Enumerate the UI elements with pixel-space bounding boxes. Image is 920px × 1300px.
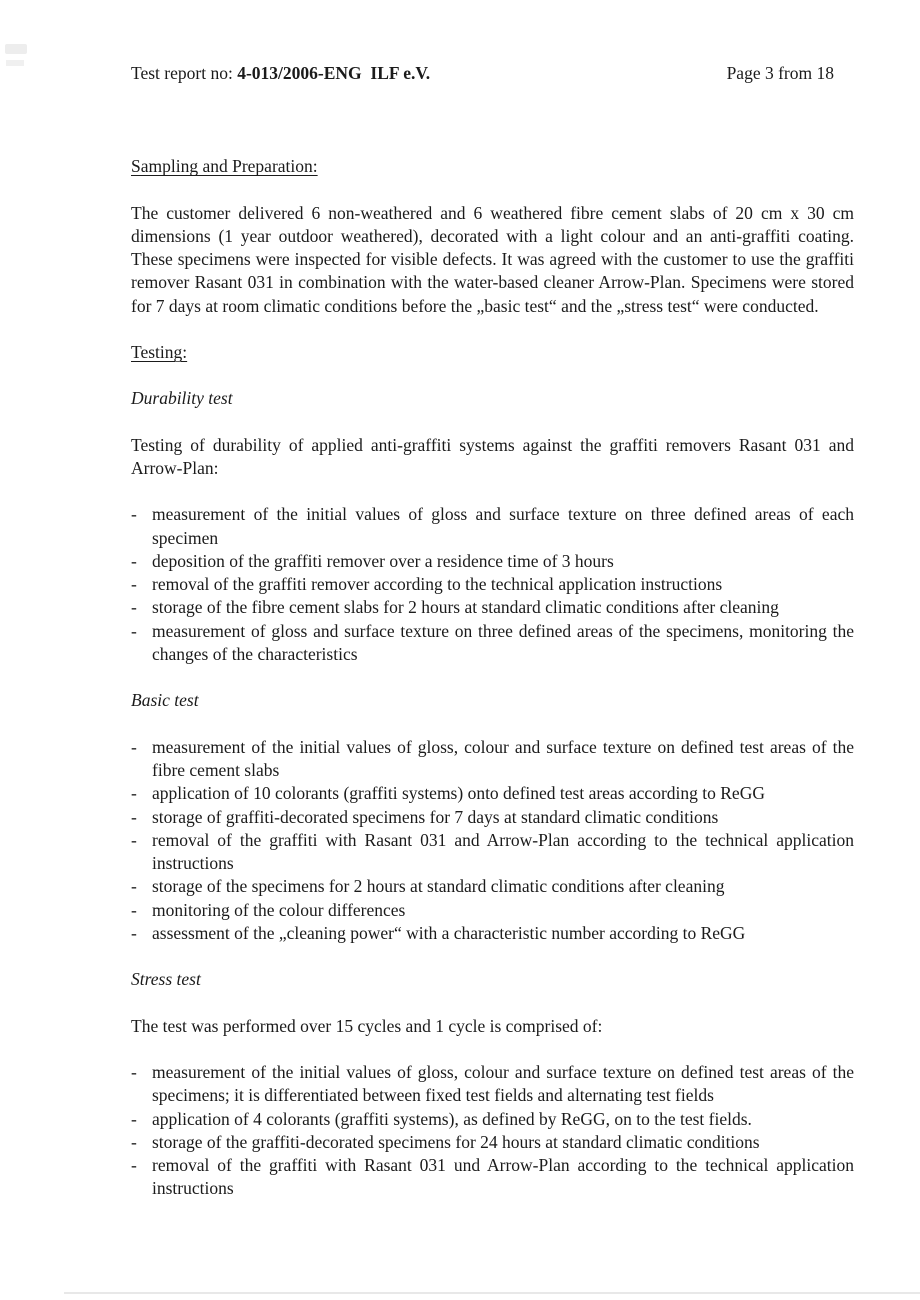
dash-marker: - xyxy=(131,1155,137,1176)
dash-marker: - xyxy=(131,876,137,897)
list-item-text: measurement of the initial values of gloss, colour and surface texture on defined test areas of the fibre cement slabs xyxy=(152,736,854,780)
dash-marker: - xyxy=(131,597,137,618)
list-item xyxy=(131,1154,854,1201)
list-item-text: measurement of gloss and surface texture on three defined areas of the specimens, monitoring the changes of the characteristics xyxy=(152,620,854,665)
list-item xyxy=(131,1061,854,1108)
list-item xyxy=(131,829,854,876)
list-item-text: application of 10 colorants (graffiti systems) onto defined test areas according to ReGG xyxy=(152,783,765,804)
bullet-list xyxy=(131,736,854,946)
list-item xyxy=(131,620,854,667)
list-item-text: storage of graffiti-decorated specimens for 7 days at standard climatic conditions xyxy=(152,806,719,827)
list-item-text: storage of the fibre cement slabs for 2 hours at standard climatic conditions after cleaning xyxy=(152,597,779,618)
dash-marker: - xyxy=(131,829,137,850)
paragraph: The test was performed over 15 cycles and 1 cycle is comprised of: xyxy=(131,1015,603,1036)
list-item-text: monitoring of the colour differences xyxy=(152,899,406,920)
subsection-heading: Basic test xyxy=(131,690,199,711)
list-item xyxy=(131,899,854,922)
dash-marker: - xyxy=(131,783,137,804)
list-item xyxy=(131,736,854,783)
list-item-text: measurement of the initial values of gloss and surface texture on three defined areas of each specimen xyxy=(152,504,854,548)
list-item xyxy=(131,782,854,805)
scan-artifact-topleft xyxy=(5,44,27,54)
list-item xyxy=(131,875,854,898)
bullet-list xyxy=(131,503,854,666)
dash-marker: - xyxy=(131,504,137,525)
dash-marker: - xyxy=(131,620,137,641)
dash-marker: - xyxy=(131,550,137,571)
list-item xyxy=(131,922,854,945)
list-item xyxy=(131,573,854,596)
list-item-text: measurement of the initial values of gloss, colour and surface texture on defined test areas of the specimens; it is differentiated between fixed test fields and alternating test fields xyxy=(152,1061,854,1106)
report-number xyxy=(131,62,430,85)
report-number-label: Test report no: xyxy=(131,63,238,83)
list-item xyxy=(131,596,854,619)
dash-marker: - xyxy=(131,1108,137,1129)
list-item xyxy=(131,503,854,550)
dash-marker: - xyxy=(131,1131,137,1152)
subsection-heading: Durability test xyxy=(131,388,233,409)
paragraph: The customer delivered 6 non-weathered and 6 weathered fibre cement slabs of 20 cm x 30 cm dimensions (1 year outdoor weathered), decorated with a light colour and an anti-graffiti coating. These specimens were inspected for visible defects. It was agreed with the customer to use the graffiti remover Rasant 031 in combination with the water-based cleaner Arrow-Plan. Specimens were stored for 7 days at room climatic conditions before the „basic test“ and the „stress test“ were conducted. xyxy=(131,202,854,316)
list-item-text: removal of the graffiti with Rasant 031 and Arrow-Plan according to the technical application instructions xyxy=(152,829,854,874)
list-item xyxy=(131,806,854,829)
list-item xyxy=(131,550,854,573)
dash-marker: - xyxy=(131,923,137,944)
list-item-text: application of 4 colorants (graffiti systems), as defined by ReGG, on to the test fields. xyxy=(152,1108,752,1129)
section-heading: Testing: xyxy=(131,342,188,363)
page-content xyxy=(131,0,854,1201)
scan-artifact-bottom-line xyxy=(64,1292,920,1294)
page-number: Page 3 from 18 xyxy=(726,63,834,83)
list-item xyxy=(131,1131,854,1154)
subsection-heading: Stress test xyxy=(131,969,201,990)
page-header xyxy=(131,62,854,85)
list-item-text: deposition of the graffiti remover over a residence time of 3 hours xyxy=(152,550,614,571)
document-body xyxy=(131,155,854,1200)
dash-marker: - xyxy=(131,1061,137,1082)
dash-marker: - xyxy=(131,806,137,827)
list-item-text: storage of the graffiti-decorated specimens for 24 hours at standard climatic conditions xyxy=(152,1131,760,1152)
list-item-text: storage of the specimens for 2 hours at standard climatic conditions after cleaning xyxy=(152,876,725,897)
list-item-text: assessment of the „cleaning power“ with a characteristic number according to ReGG xyxy=(152,923,746,944)
dash-marker: - xyxy=(131,899,137,920)
section-heading: Sampling and Preparation: xyxy=(131,156,318,177)
dash-marker: - xyxy=(131,736,137,757)
dash-marker: - xyxy=(131,574,137,595)
list-item-text: removal of the graffiti with Rasant 031 und Arrow-Plan according to the technical application instructions xyxy=(152,1155,854,1199)
list-item xyxy=(131,1108,854,1131)
list-item-text: removal of the graffiti remover according to the technical application instructions xyxy=(152,574,723,595)
bullet-list xyxy=(131,1061,854,1201)
paragraph: Testing of durability of applied anti-graffiti systems against the graffiti removers Rasant 031 and Arrow-Plan: xyxy=(131,434,854,478)
report-number-value: 4-013/2006-ENG ILF e.V. xyxy=(237,63,431,83)
